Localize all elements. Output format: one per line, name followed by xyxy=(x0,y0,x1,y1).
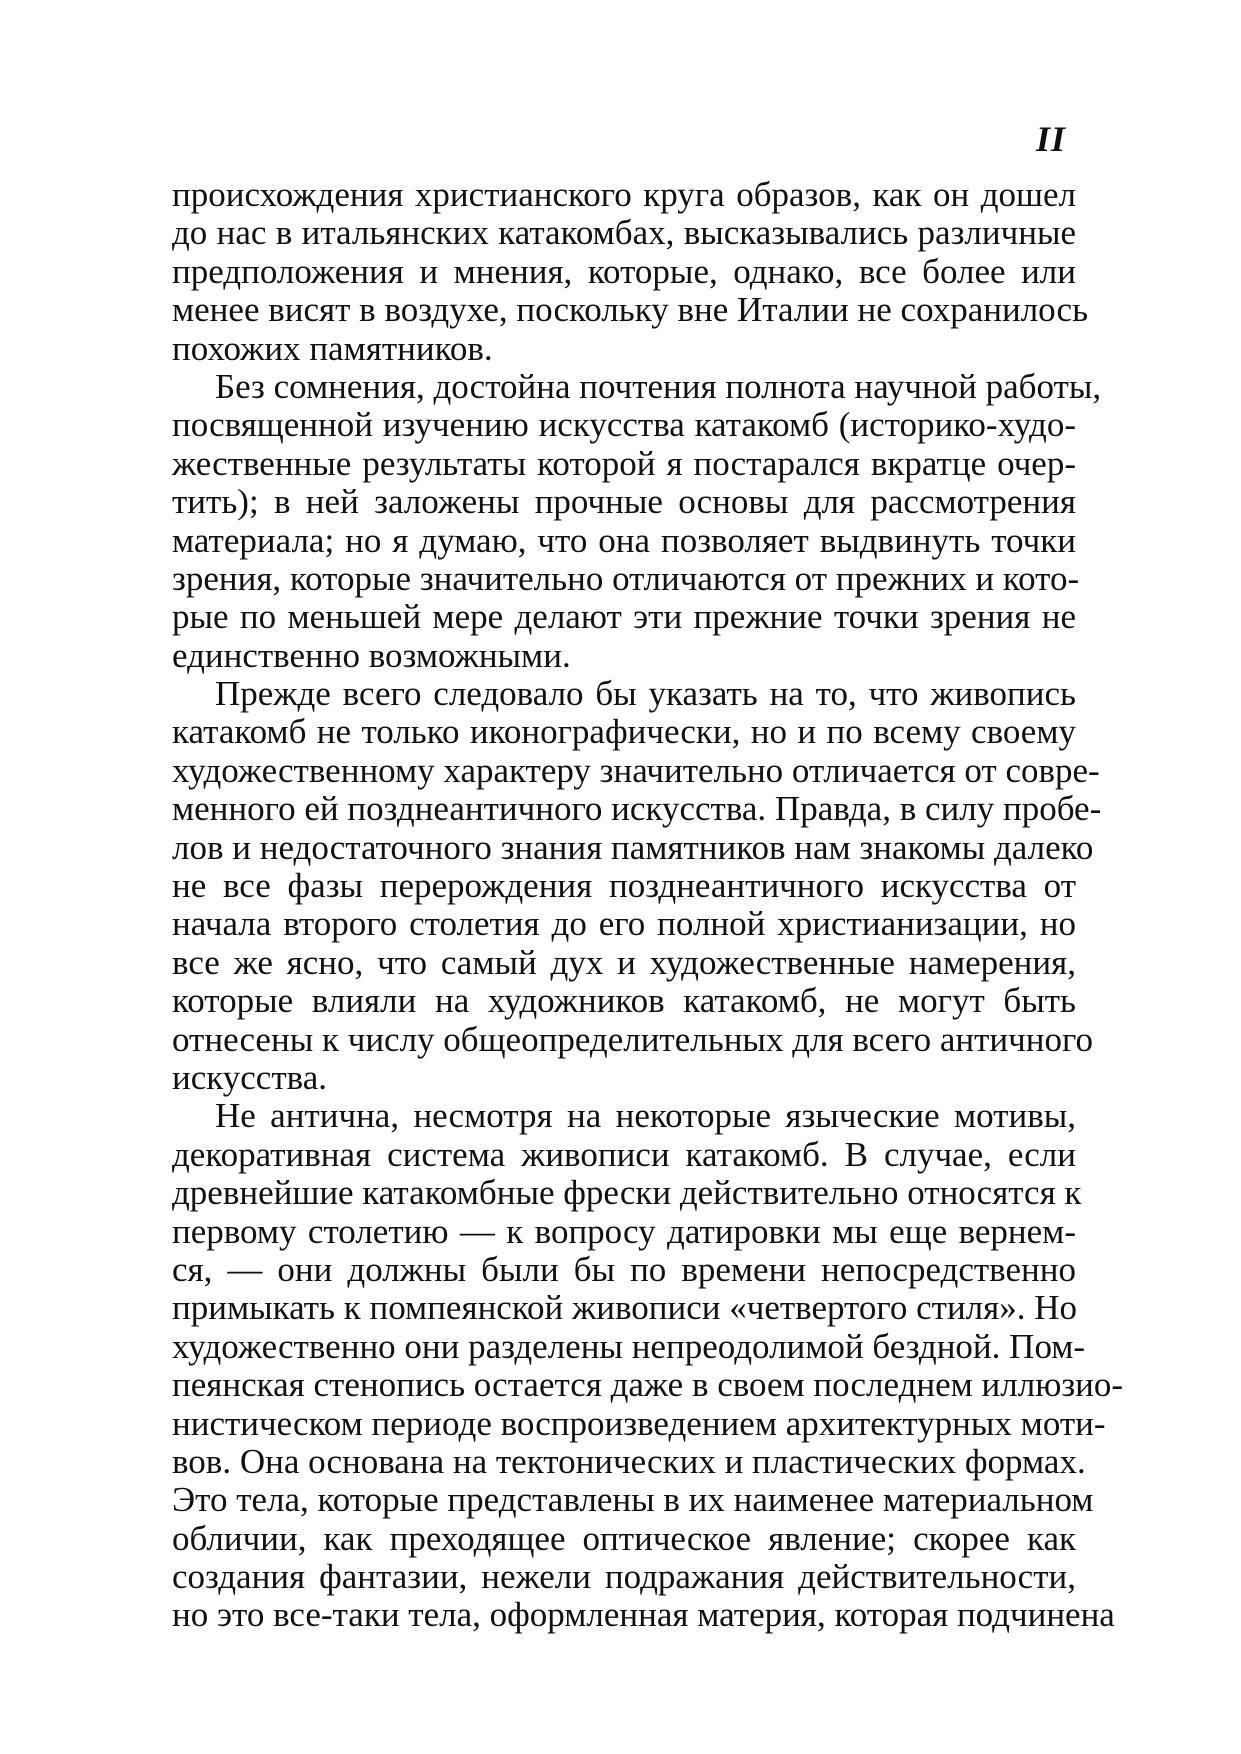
text-line: ся, — они должны были бы по времени непосредственно xyxy=(172,1249,1076,1289)
text-line: до нас в итальянских катакомбах, высказывались различные xyxy=(172,213,1076,253)
body-text xyxy=(172,175,1124,1635)
text-line: обличии, как преходящее оптическое явление; скорее как xyxy=(172,1518,1076,1558)
text-line: все же ясно, что самый дух и художественные намерения, xyxy=(172,942,1076,982)
text-line: Без сомнения, достойна почтения полнота научной работы, xyxy=(215,366,1102,406)
text-line: рые по меньшей мере делают эти прежние точки зрения не xyxy=(172,597,1076,637)
text-line: первому столетию — к вопросу датировки мы еще вернем- xyxy=(172,1211,1076,1251)
text-line: происхождения христианского круга образов, как он дошел xyxy=(172,175,1076,214)
text-line: тить); в ней заложены прочные основы для рассмотрения xyxy=(172,482,1076,522)
text-line: материала; но я думаю, что она позволяет выдвинуть точки xyxy=(172,520,1076,560)
text-line: которые влияли на художников катакомб, не могут быть xyxy=(172,981,1076,1021)
text-line: художественному характеру значительно отличается от совре- xyxy=(172,750,1100,790)
text-line: пеянская стенопись остается даже в своем последнем иллюзио- xyxy=(172,1365,1124,1405)
text-line: Это тела, которые представлены в их наименее материальном xyxy=(172,1480,1094,1520)
paragraph xyxy=(172,1096,1124,1635)
text-line: искусства. xyxy=(172,1057,327,1097)
text-line: предположения и мнения, которые, однако, все более или xyxy=(172,251,1076,291)
page-number: II xyxy=(1035,119,1066,159)
text-line: но это все-таки тела, оформленная материя, которая подчинена xyxy=(172,1595,1115,1635)
text-line: зрения, которые значительно отличаются от прежних и кото- xyxy=(172,558,1080,598)
text-line: катакомб не только иконографически, но и по всему своему xyxy=(172,712,1076,752)
text-line: единственно возможными. xyxy=(172,635,571,675)
text-line: древнейшие катакомбные фрески действительно относятся к xyxy=(172,1173,1082,1213)
text-line: примыкать к помпеянской живописи «четвертого стиля». Но xyxy=(172,1288,1078,1328)
paragraph xyxy=(172,366,1102,675)
text-line: вов. Она основана на тектонических и пластических формах. xyxy=(172,1441,1086,1481)
text-line: художественно они разделены непреодолимой бездной. Пом- xyxy=(172,1326,1086,1366)
text-line: не все фазы перерождения позднеантичного искусства от xyxy=(172,866,1076,906)
text-line: нистическом периоде воспроизведением архитектурных моти- xyxy=(172,1403,1106,1443)
text-line: менее висят в воздухе, поскольку вне Италии не сохранилось xyxy=(172,290,1089,330)
text-line: начала второго столетия до его полной христианизации, но xyxy=(172,904,1076,944)
paragraph xyxy=(172,674,1102,1097)
text-line: создания фантазии, нежели подражания действительности, xyxy=(172,1557,1076,1597)
text-line: Прежде всего следовало бы указать на то, что живопись xyxy=(215,674,1076,714)
text-line: Не антична, несмотря на некоторые языческие мотивы, xyxy=(215,1096,1076,1136)
text-line: жественные результаты которой я постарался вкратце очер- xyxy=(172,443,1076,483)
text-line: декоративная система живописи катакомб. В случае, если xyxy=(172,1134,1076,1174)
text-line: лов и недостаточного знания памятников нам знакомы далеко xyxy=(172,827,1094,867)
text-line: отнесены к числу общеопределительных для всего античного xyxy=(172,1019,1093,1059)
paragraph xyxy=(172,175,1089,368)
text-line: похожих памятников. xyxy=(172,328,493,368)
text-line: посвященной изучению искусства катакомб (историко-худо- xyxy=(172,405,1076,445)
text-line: менного ей позднеантичного искусства. Правда, в силу пробе- xyxy=(172,789,1102,829)
